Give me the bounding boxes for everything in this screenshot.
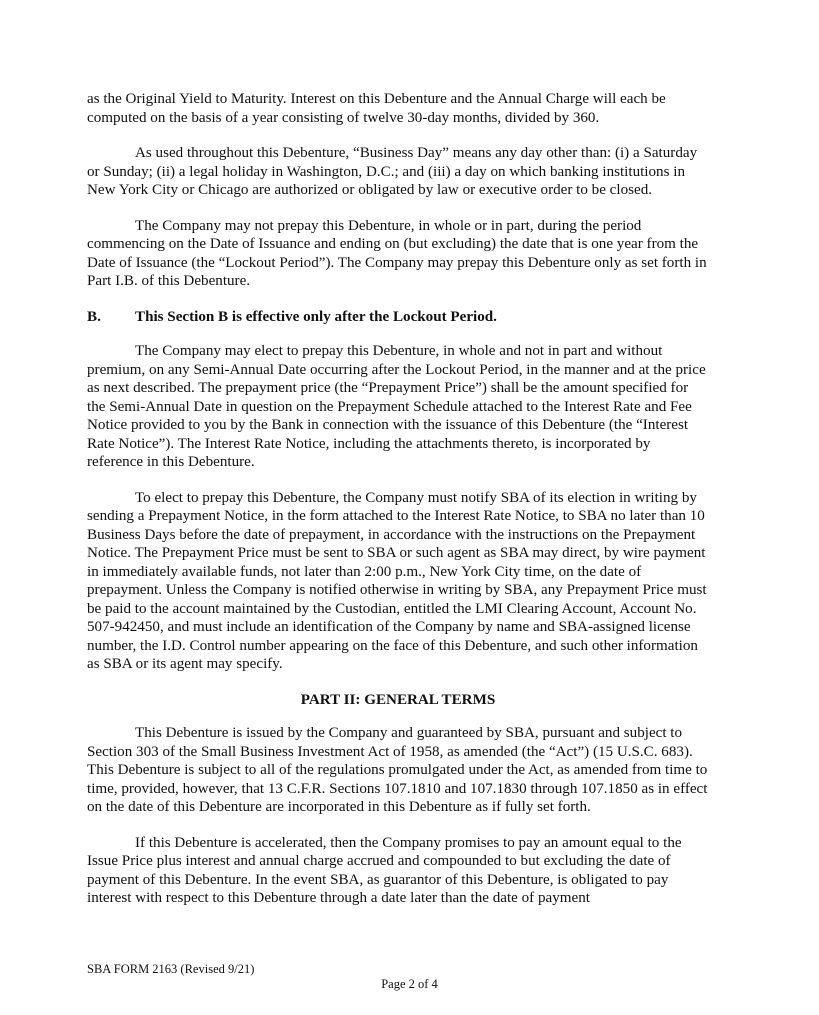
part-two-heading: PART II: GENERAL TERMS — [300, 691, 496, 708]
paragraph-prepayment-price: The Company may elect to prepay this Debenture, in whole and not in part and without premium, on any Semi-Annual Date occurring after the Lockout Period, in the manner and at the price as next described. The prepayment price (the “Prepayment Price”) shall be the amount specified for the Semi-Annual Date in question on the Prepayment Schedule attached to the Interest Rate and Fee Notice provided to you by the Bank in connection with the issuance of this Debenture (the “Interest Rate Notice”). The Interest Rate Notice, including the attachments thereto, is incorporated by reference in this Debenture. — [87, 343, 706, 470]
paragraph-business-day: As used throughout this Debenture, “Business Day” means any day other than: (i) a Saturday or Sunday; (ii) a legal holiday in Washington, D.C.; and (iii) a day on which banking institutions in New York City or Chicago are authorized or obligated by law or executive order to be closed. — [87, 145, 698, 198]
paragraph-yield-computation: as the Original Yield to Maturity. Interest on this Debenture and the Annual Charge will each be computed on the basis of a year consisting of twelve 30-day months, divided by 360. — [87, 91, 666, 126]
paragraph-lockout-period: The Company may not prepay this Debenture, in whole or in part, during the period commencing on the Date of Issuance and ending on (but excluding) the date that is one year from the Date of Issuance (the “Lockout Period”). The Company may prepay this Debenture only as set forth in Part I.B. of this Debenture. — [87, 217, 707, 289]
section-b-label: B. — [87, 308, 101, 325]
paragraph-prepayment-notice: To elect to prepay this Debenture, the Company must notify SBA of its election in writing by sending a Prepayment Notice, in the form attached to the Interest Rate Notice, to SBA no later than 10 Business Days before the date of prepayment, in accordance with the instructions on the Prepayment Notice. The Prepayment Price must be sent to SBA or such agent as SBA may direct, by wire payment in immediately available funds, not later than 2:00 p.m., New York City time, on the date of prepayment. Unless the Company is notified otherwise in writing by SBA, any Prepayment Price must be paid to the account maintained by the Custodian, entitled the LMI Clearing Account, Account No. 507-942450, and must include an identification of the Company by name and SBA-assigned license number, the I.D. Control number appearing on the face of this Debenture, and such other information as SBA or its agent may specify. — [87, 489, 707, 672]
section-b-heading — [87, 308, 709, 327]
footer-page-number: Page 2 of 4 — [381, 977, 438, 991]
footer-form-id: SBA FORM 2163 (Revised 9/21) — [87, 962, 255, 976]
section-b-title: This Section B is effective only after the Lockout Period. — [135, 308, 497, 325]
paragraph-issuance: This Debenture is issued by the Company and guaranteed by SBA, pursuant and subject to Section 303 of the Small Business Investment Act of 1958, as amended (the “Act”) (15 U.S.C. 683). This Debenture is subject to all of the regulations promulgated under the Act, as amended from time to time, provided, however, that 13 C.F.R. Sections 107.1810 and 107.1830 through 107.1850 as in effect on the date of this Debenture are incorporated in this Debenture as if fully set forth. — [87, 725, 708, 815]
document-page — [87, 90, 709, 925]
paragraph-acceleration: If this Debenture is accelerated, then the Company promises to pay an amount equal to the Issue Price plus interest and annual charge accrued and compounded to but excluding the date of payment of this Debenture. In the event SBA, as guarantor of this Debenture, is obligated to pay interest with respect to this Debenture through a date later than the date of payment — [87, 834, 682, 906]
